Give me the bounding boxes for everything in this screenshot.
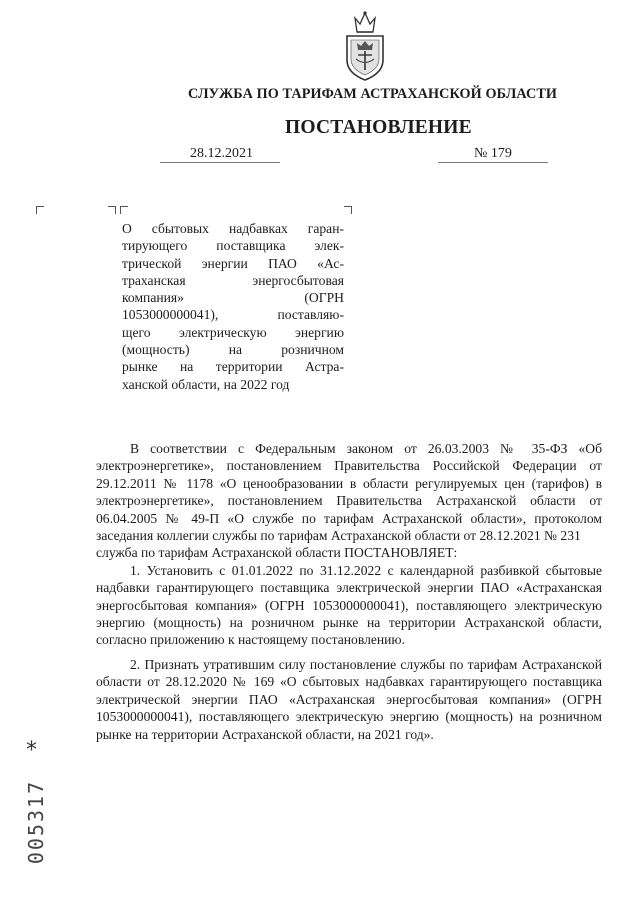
side-stamp-mark: * <box>26 738 37 763</box>
subject-line: (мощность) на розничном <box>122 342 344 358</box>
subject-line: 1053000000041), поставляю- <box>122 307 344 323</box>
agency-name: СЛУЖБА ПО ТАРИФАМ АСТРАХАНСКОЙ ОБЛАСТИ <box>188 86 558 102</box>
date-underline <box>160 162 280 163</box>
subject-line: тирующего поставщика элек- <box>122 238 344 254</box>
document-date: 28.12.2021 <box>190 146 253 161</box>
coat-of-arms-icon <box>343 10 387 82</box>
subject-corner-mark <box>120 206 128 214</box>
subject-line: рынке на территории Астра- <box>122 359 344 375</box>
subject-line: трической энергии ПАО «Ас- <box>122 255 344 271</box>
item-1-paragraph: 1. Установить с 01.01.2022 по 31.12.2022 с календарной разбивкой сбытовые надбавки гарантирующего поставщика электрической энергии ПАО «Астраханская энергосбытовая компания» (ОГРН 1053000000041), поставляющего электрическую энергию (мощность) на розничном рынке на территории Астраханской области, согласно приложению к настоящему постановлению. <box>96 562 602 648</box>
document-type: ПОСТАНОВЛЕНИЕ <box>285 117 472 138</box>
subject-line: О сбытовых надбавках гаран- <box>122 221 344 236</box>
address-corner-mark <box>36 206 44 214</box>
document-number: № 179 <box>474 146 512 161</box>
number-underline <box>438 162 548 163</box>
subject-corner-mark <box>344 206 352 214</box>
document-subject <box>122 220 344 393</box>
subject-line: компания» (ОГРН <box>122 290 344 306</box>
address-corner-mark <box>108 206 116 214</box>
side-stamp-code: 005317 <box>24 779 48 865</box>
subject-line: траханская энергосбытовая <box>122 272 344 288</box>
item-2-paragraph: 2. Признать утратившим силу постановление службы по тарифам Астраханской области от 28.12.2020 № 169 «О сбытовых надбавках гарантирующего поставщика электрической энергии ПАО «Астраханская энергосбытовая компания» (ОГРН 1053000000041), поставляющего электрическую энергию (мощность) на розничном рынке на территории Астраханской области, на 2021 год». <box>96 656 602 742</box>
subject-line: щего электрическую энергию <box>122 324 344 340</box>
preamble-paragraph: В соответствии с Федеральным законом от 26.03.2003 № 35-ФЗ «Об электроэнергетике», постановлением Правительства Российской Федерации от 29.12.2011 № 1178 «О ценообразовании в области регулируемых цен (тарифов) в электроэнергетике», постановлением Правительства Астраханской области от 06.04.2005 № 49-П «О службе по тарифам Астраханской области», протоколом заседания коллегии службы по тарифам Астраханской области от 28.12.2021 № 231 <box>96 441 602 544</box>
document-body <box>96 440 602 743</box>
subject-line: ханской области, на 2022 год <box>122 376 290 392</box>
decree-line: служба по тарифам Астраханской области ПОСТАНОВЛЯЕТ: <box>96 545 458 561</box>
